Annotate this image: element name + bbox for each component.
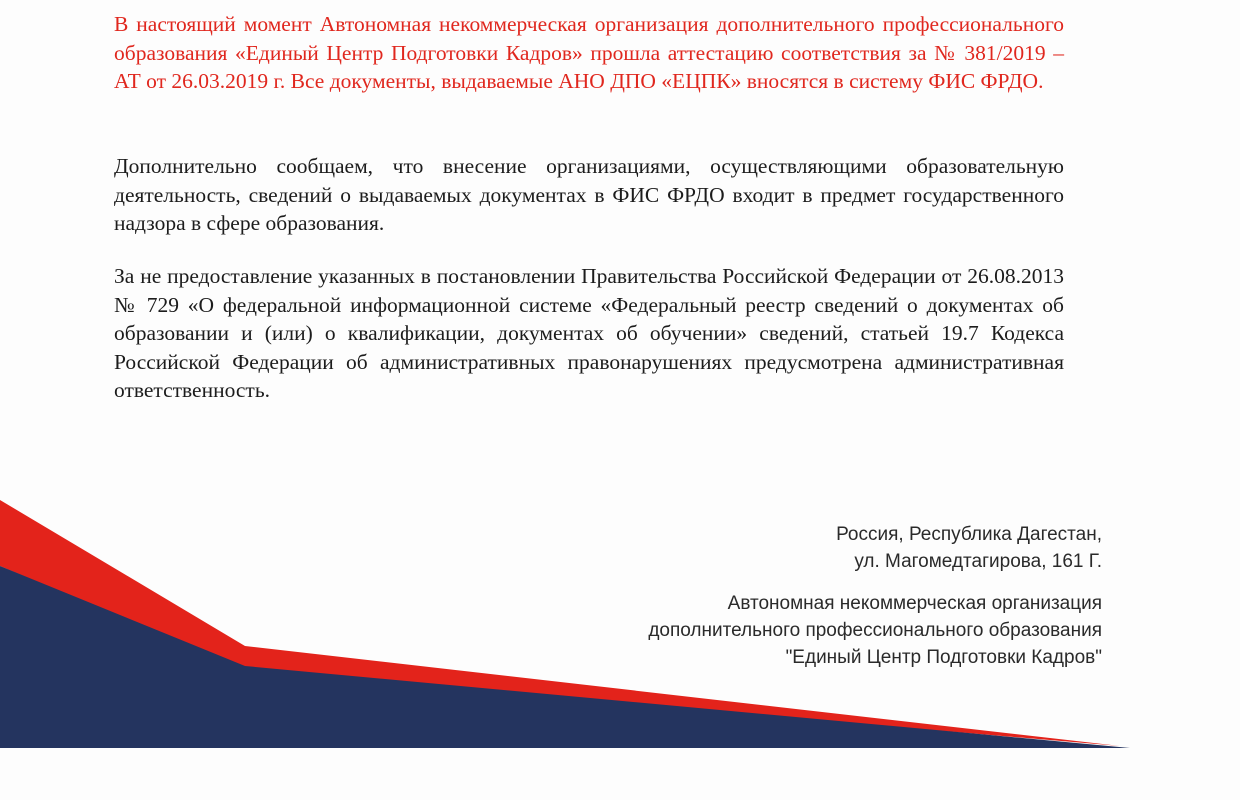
supervision-paragraph: Дополнительно сообщаем, что внесение организациями, осуществляющими образовательную деятельность, сведений о выдаваемых документах в ФИС ФРДО входит в предмет государственного надзора в сфере образования.	[114, 154, 1064, 235]
footer-organization	[648, 590, 1102, 671]
address-line-1: Россия, Республика Дагестан,	[836, 524, 1102, 545]
footer-address	[836, 521, 1102, 575]
organization-line-2: дополнительного профессионального образования	[648, 620, 1102, 641]
organization-line-1: Автономная некоммерческая организация	[727, 593, 1102, 614]
address-line-2: ул. Магомедтагирова, 161 Г.	[854, 551, 1102, 572]
organization-line-3: "Единый Центр Подготовки Кадров"	[785, 647, 1102, 668]
certification-paragraph: В настоящий момент Автономная некоммерческая организация дополнительного профессионального образования «Единый Центр Подготовки Кадров» прошла аттестацию соответствия за № 381/2019 – АТ от 26.03.2019 г. Все документы, выдаваемые АНО ДПО «ЕЦПК» вносятся в систему ФИС ФРДО.	[114, 12, 1064, 93]
liability-paragraph: За не предоставление указанных в постановлении Правительства Российской Федерации от 26.08.2013 № 729 «О федеральной информационной системе «Федеральный реестр сведений о документах об образовании и (или) о квалификации, документах об обучении» сведений, статьей 19.7 Кодекса Российской Федерации об административных правонарушениях предусмотрена административная ответственность.	[114, 264, 1064, 402]
